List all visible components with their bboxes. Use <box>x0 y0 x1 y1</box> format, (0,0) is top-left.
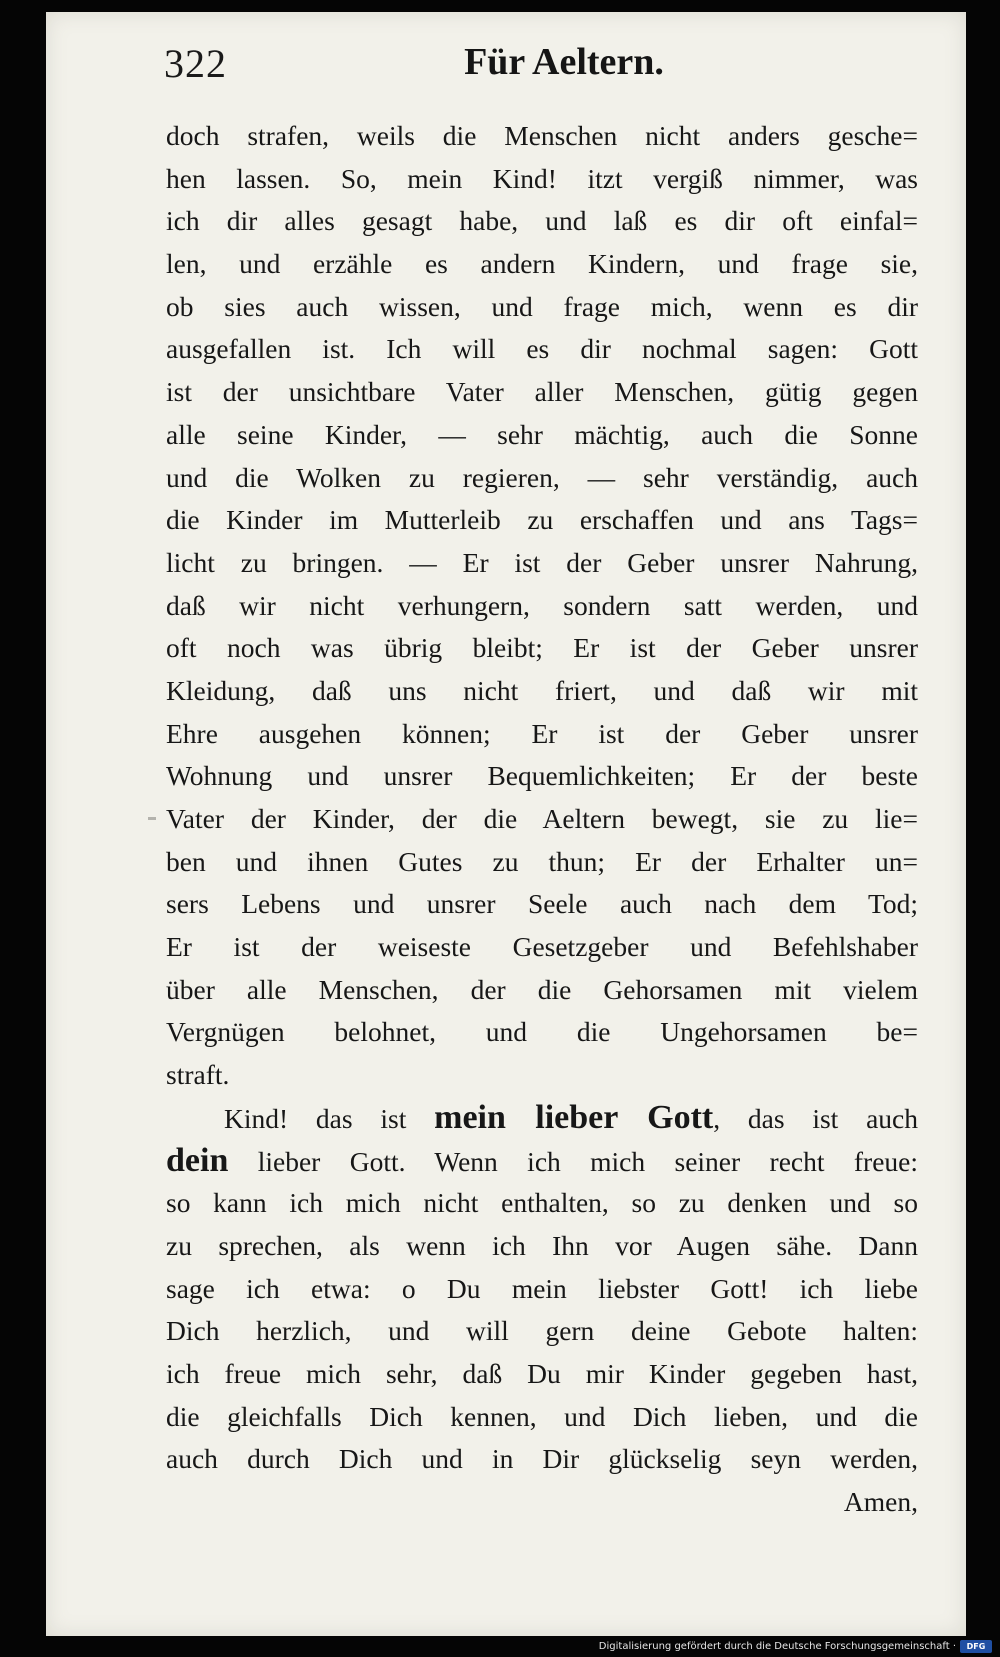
text-line: Ehre ausgehen können; Er ist der Geber unsrer <box>166 717 918 749</box>
text-line: Kleidung, daß uns nicht friert, und daß wir mit <box>166 674 918 706</box>
paragraph-start-line <box>166 1097 918 1140</box>
catchword: Amen, <box>843 1486 918 1517</box>
text-line: Vater der Kinder, der die Aeltern bewegt, sie zu lie= <box>166 803 918 834</box>
text-line: ich freue mich sehr, daß Du mir Kinder gegeben hast, <box>166 1357 918 1389</box>
body-text <box>166 115 918 1524</box>
text-line: zu sprechen, als wenn ich Ihn vor Augen sähe. Dann <box>166 1229 918 1261</box>
text-line: sage ich etwa: o Du mein liebster Gott! ich liebe <box>166 1272 918 1304</box>
text-line: die gleichfalls Dich kennen, und Dich lieben, und die <box>166 1400 918 1432</box>
text-line: Er ist der weiseste Gesetzgeber und Befehlshaber <box>166 931 918 963</box>
page-header <box>164 40 884 100</box>
text-line: Dich herzlich, und will gern deine Gebote halten: <box>166 1315 918 1347</box>
text-line: Wohnung und unsrer Bequemlichkeiten; Er der beste <box>166 760 918 792</box>
text-line: auch durch Dich und in Dir glückselig seyn werden, <box>166 1443 918 1475</box>
text-line <box>166 1140 918 1183</box>
text-line: oft noch was übrig bleibt; Er ist der Geber unsrer <box>166 632 918 664</box>
page-number: 322 <box>164 41 227 86</box>
text-segment: Kind! das ist <box>224 1102 435 1134</box>
running-head: Für Aeltern. <box>464 41 664 83</box>
text-line: straft. <box>166 1059 230 1091</box>
text-line: Vergnügen belohnet, und die Ungehorsamen be= <box>166 1016 918 1048</box>
margin-mark <box>148 817 156 820</box>
text-line: sers Lebens und unsrer Seele auch nach dem Tod; <box>166 888 918 920</box>
text-line: und die Wolken zu regieren, — sehr verständig, auch <box>166 461 918 493</box>
text-line: über alle Menschen, der die Gehorsamen mit vielem <box>166 973 918 1005</box>
text-segment: , das ist auch <box>713 1102 918 1134</box>
text-line: alle seine Kinder, — sehr mächtig, auch die Sonne <box>166 418 918 450</box>
text-segment: lieber Gott. Wenn ich mich seiner recht freue: <box>228 1145 918 1177</box>
text-line: daß wir nicht verhungern, sondern satt werden, und <box>166 589 918 621</box>
text-line: ben und ihnen Gutes zu thun; Er der Erhalter un= <box>166 845 918 877</box>
scanned-page <box>46 12 966 1636</box>
text-line: doch strafen, weils die Menschen nicht anders gesche= <box>166 120 918 151</box>
emphasized-phrase: mein lieber Gott <box>434 1098 714 1136</box>
text-line: so kann ich mich nicht enthalten, so zu denken und so <box>166 1187 918 1219</box>
text-line: ich dir alles gesagt habe, und laß es dir oft einfal= <box>166 205 918 237</box>
footer-bar <box>0 1636 1000 1657</box>
text-line: ist der unsichtbare Vater aller Menschen, gütig gegen <box>166 376 918 408</box>
dfg-logo-icon: DFG <box>960 1640 992 1653</box>
funding-credit: Digitalisierung gefördert durch die Deutsche Forschungsgemeinschaft · <box>598 1641 956 1652</box>
text-line: len, und erzähle es andern Kindern, und frage sie, <box>166 248 918 280</box>
emphasized-word: dein <box>166 1141 229 1179</box>
text-line: die Kinder im Mutterleib zu erschaffen und ans Tags= <box>166 504 918 536</box>
text-line: hen lassen. So, mein Kind! itzt vergiß nimmer, was <box>166 162 918 194</box>
text-line: ob sies auch wissen, und frage mich, wenn es dir <box>166 290 918 322</box>
text-line: licht zu bringen. — Er ist der Geber unsrer Nahrung, <box>166 546 918 578</box>
text-line: ausgefallen ist. Ich will es dir nochmal sagen: Gott <box>166 333 918 365</box>
